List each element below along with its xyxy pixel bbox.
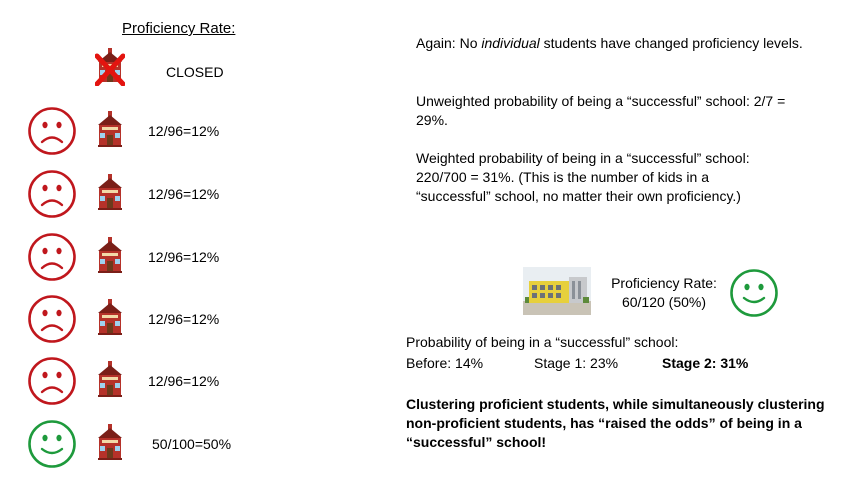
probability-heading: Probability of being in a “successful” school: — [406, 334, 679, 350]
proficiency-rate-heading: Proficiency Rate: — [122, 20, 236, 37]
schoolhouse-icon — [95, 109, 125, 149]
school-rate-label: 12/96=12% — [148, 373, 220, 389]
probability-stage1: Stage 1: 23% — [534, 355, 619, 371]
proficiency-rate-box — [604, 274, 724, 312]
school-rate-label: 50/100=50% — [152, 436, 232, 452]
sad-face-icon — [27, 356, 77, 406]
school-rate-label: 12/96=12% — [148, 123, 220, 139]
school-rate-label: 12/96=12% — [148, 249, 220, 265]
conclusion-text: Clustering proficient students, while simultaneously clustering non-proficient students, has “raised the odds” of being in a “successful” school! — [406, 396, 825, 450]
paragraph-weighted: Weighted probability of being in a “successful” school: 220/700 = 31%. (This is the number of kids in a “successful” school, no matter their own proficiency.) — [416, 150, 750, 204]
school-building-photo — [523, 267, 591, 315]
schoolhouse-icon — [95, 359, 125, 399]
paragraph-no-change: Again: No individual students have changed proficiency levels. — [416, 35, 803, 51]
schoolhouse-icon — [95, 422, 125, 462]
emphasis-individual: individual — [481, 35, 540, 51]
probability-before: Before: 14% — [406, 355, 484, 371]
happy-face-icon — [729, 268, 779, 318]
school-rate-label: 12/96=12% — [148, 311, 220, 327]
sad-face-icon — [27, 294, 77, 344]
pr-value: 60/120 (50%) — [621, 294, 707, 310]
happy-face-icon — [27, 419, 77, 469]
closed-school-icon — [95, 46, 125, 86]
sad-face-icon — [27, 169, 77, 219]
probability-stage2: Stage 2: 31% — [662, 355, 749, 371]
sad-face-icon — [27, 106, 77, 156]
pr-title: Proficiency Rate: — [611, 275, 717, 291]
paragraph-unweighted: Unweighted probability of being a “successful” school: 2/7 = 29%. — [416, 93, 786, 128]
schoolhouse-icon — [95, 235, 125, 275]
schoolhouse-icon — [95, 172, 125, 212]
school-rate-label: 12/96=12% — [148, 186, 220, 202]
sad-face-icon — [27, 232, 77, 282]
closed-label: CLOSED — [166, 64, 224, 80]
schoolhouse-icon — [95, 297, 125, 337]
